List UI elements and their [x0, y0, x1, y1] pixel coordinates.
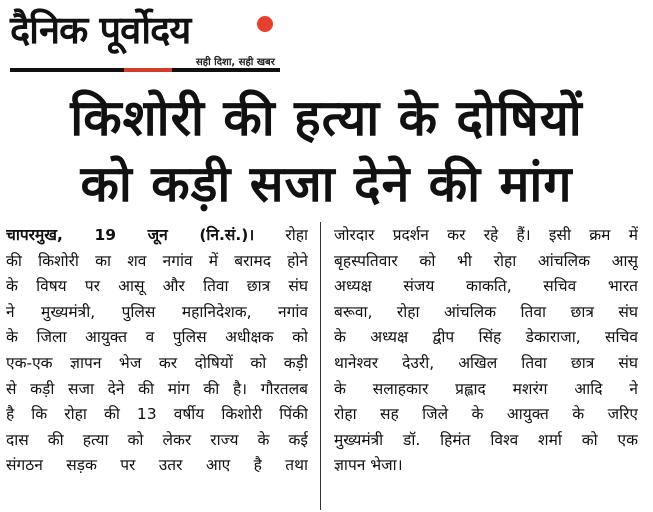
article-line: अध्यक्ष संजय काकति, सचिव भारत — [334, 277, 638, 296]
newspaper-tagline: सही दिशा, सही खबर — [196, 57, 275, 68]
article-line: के जिला आयुक्त व पुलिस अधीक्षक को — [6, 328, 308, 347]
article-line: संगठन सड़क पर उतर आए है तथा — [6, 456, 308, 475]
article-line: थानेश्वर देउरी, अखिल तिवा छात्र संघ — [334, 353, 638, 372]
article-column-right — [334, 223, 638, 479]
article-line: के अध्यक्ष द्वीप सिंह डेकाराजा, सचिव — [334, 328, 638, 347]
article-first-line — [6, 223, 308, 249]
article-line: दास की हत्या को लेकर राज्य के कई — [6, 430, 308, 449]
masthead — [0, 0, 653, 82]
article-line: ज्ञापन भेजा। — [334, 456, 403, 475]
masthead-rule-accent — [124, 68, 172, 72]
article-line: से कड़ी सजा देने की मांग की है। गौरतलब — [6, 379, 308, 398]
article-column-left — [6, 223, 308, 479]
article-line: बरूवा, रोहा आंचलिक तिवा छात्र संघ — [334, 302, 638, 321]
dateline: चापरमुख, 19 जून (नि.सं.)। — [6, 226, 255, 244]
article-line: जोरदार प्रदर्शन कर रहे हैं। इसी क्रम में — [334, 226, 638, 244]
column-divider — [320, 222, 321, 510]
article-line: है कि रोहा की 13 वर्षीय किशोरी पिंकी — [6, 405, 308, 424]
article-line: एक-एक ज्ञापन भेज कर दोषियों को कड़ी — [6, 353, 308, 372]
article-line: ने मुख्यमंत्री, पुलिस महानिदेशक, नगांव — [6, 302, 308, 321]
headline-line-2: को कड़ी सजा देने की मांग — [80, 155, 573, 213]
newspaper-logo: दैनिक पूर्वोदय — [10, 8, 191, 52]
article-line: के विषय पर आसू और तिवा छात्र संघ — [6, 277, 308, 296]
article-line: मुख्यमंत्री डॉ. हिमंत विश्व शर्मा को एक — [334, 430, 638, 449]
article-line: के सलाहकार प्रह्लाद मशरंग आदि ने — [334, 379, 638, 398]
headline-line-1: किशोरी की हत्या के दोषियों — [70, 89, 583, 147]
logo-accent-dot — [257, 16, 273, 32]
article-line: की किशोरी का शव नगांव में बरामद होने — [6, 251, 308, 270]
article-line: बृहस्पतिवार को भी रोहा आंचलिक आसू — [334, 251, 638, 270]
article-line: रोहा सह जिले के आयुक्त के जरिए — [334, 405, 638, 424]
article-line: रोहा — [254, 226, 308, 244]
